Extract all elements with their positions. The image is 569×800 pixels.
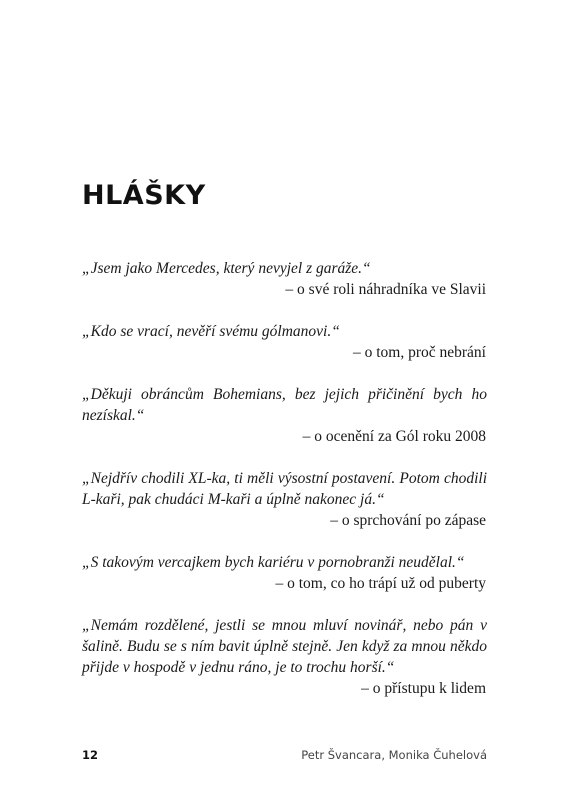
quote-context: – o přístupu k lidem <box>361 680 486 697</box>
page-footer <box>82 746 487 764</box>
quote-item <box>82 468 487 531</box>
quote-text: „S takovým vercajkem bych kariéru v pornobranži neudělal.“ <box>82 554 465 571</box>
quote-item <box>82 258 487 300</box>
quote-context: – o své roli náhradníka ve Slavii <box>285 281 486 298</box>
quote-text: „Děkuji obráncům Bohemians, bez jejich přičinění bych ho nezískal.“ <box>82 386 487 424</box>
quote-text: „Nemám rozdělené, jestli se mnou mluví novinář, nebo pán v šalině. Budu se s ním bavit úplně stejně. Jen když za mnou někdo přijde v hospodě v jednu ráno, je to trochu horší.“ <box>82 617 487 676</box>
quote-context: – o ocenění za Gól roku 2008 <box>302 428 486 445</box>
chapter-heading: HLÁŠKY <box>82 180 206 211</box>
quote-item <box>82 552 487 594</box>
quote-item <box>82 615 487 699</box>
quotes-list <box>82 258 487 720</box>
quote-item <box>82 384 487 447</box>
quote-text: „Kdo se vrací, nevěří svému gólmanovi.“ <box>82 323 340 340</box>
quote-text: „Jsem jako Mercedes, který nevyjel z garáže.“ <box>82 260 371 277</box>
quote-text: „Nejdřív chodili XL-ka, ti měli výsostní postavení. Potom chodili L-kaři, pak chudáci M-kaři a úplně nakonec já.“ <box>82 470 487 508</box>
quote-context: – o tom, co ho trápí už od puberty <box>275 575 486 592</box>
page-number: 12 <box>82 748 99 762</box>
quote-context: – o tom, proč nebrání <box>352 344 486 361</box>
book-authors: Petr Švancara, Monika Čuhelová <box>301 748 487 762</box>
quote-context: – o sprchování po zápase <box>330 512 486 529</box>
quote-item <box>82 321 487 363</box>
